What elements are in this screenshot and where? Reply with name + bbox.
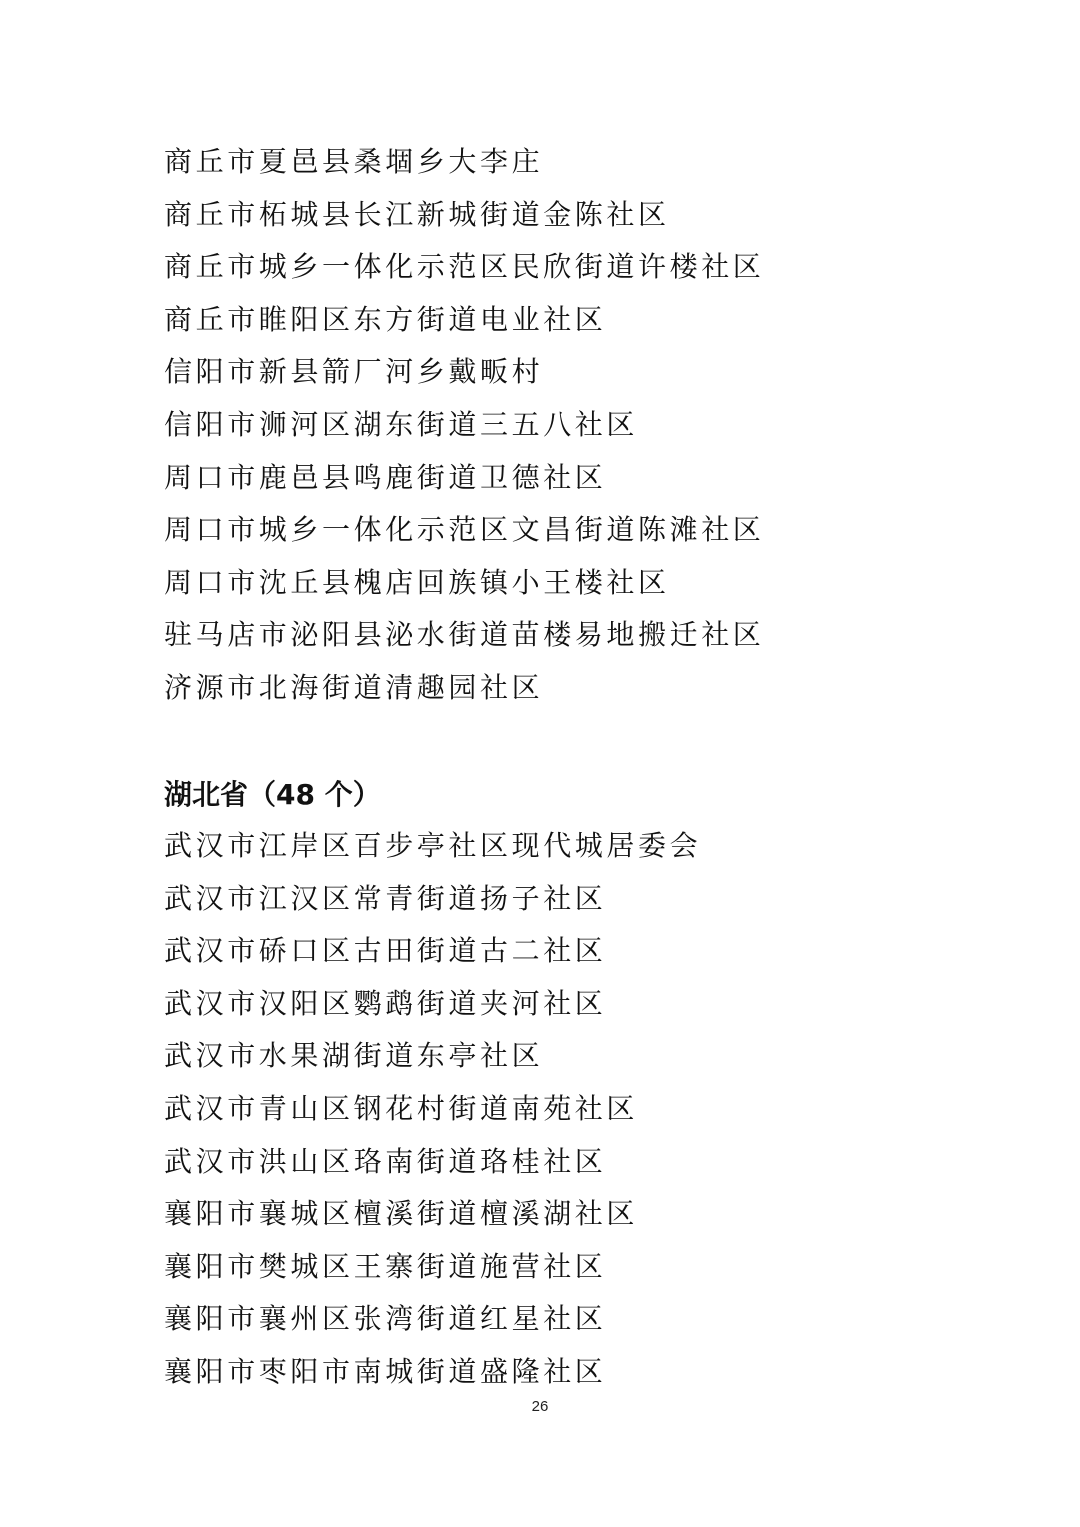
list-item: 驻马店市泌阳县泌水街道苗楼易地搬迁社区 [164, 618, 765, 652]
list-item: 襄阳市樊城区王寨街道施营社区 [164, 1249, 607, 1283]
list-item: 襄阳市襄州区张湾街道红星社区 [164, 1302, 607, 1336]
list-item: 商丘市城乡一体化示范区民欣街道许楼社区 [164, 250, 765, 284]
list-item: 武汉市硚口区古田街道古二社区 [164, 934, 607, 968]
hubei-entry-list [164, 820, 701, 1399]
list-item: 襄阳市襄城区檀溪街道檀溪湖社区 [164, 1197, 639, 1231]
list-item: 周口市沈丘县槐店回族镇小王楼社区 [164, 565, 670, 599]
list-item: 信阳市浉河区湖东街道三五八社区 [164, 407, 639, 441]
list-item: 武汉市青山区钢花村街道南苑社区 [164, 1091, 639, 1125]
list-item: 商丘市睢阳区东方街道电业社区 [164, 302, 607, 336]
list-item: 襄阳市枣阳市南城街道盛隆社区 [164, 1354, 607, 1388]
page-number: 26 [531, 1398, 549, 1415]
list-item: 武汉市江汉区常青街道扬子社区 [164, 881, 607, 915]
list-item: 商丘市夏邑县桑堌乡大李庄 [164, 145, 544, 178]
list-item: 商丘市柘城县长江新城街道金陈社区 [164, 197, 670, 231]
list-item: 武汉市洪山区珞南街道珞桂社区 [164, 1144, 607, 1178]
henan-entry-list [164, 136, 764, 715]
list-item: 周口市城乡一体化示范区文昌街道陈滩社区 [164, 513, 765, 547]
list-item: 武汉市汉阳区鹦鹉街道夹河社区 [164, 986, 607, 1020]
list-item: 武汉市江岸区百步亭社区现代城居委会 [164, 829, 702, 862]
section-heading-hubei: 湖北省（48 个） [164, 778, 381, 811]
list-item: 武汉市水果湖街道东亭社区 [164, 1039, 544, 1073]
list-item: 信阳市新县箭厂河乡戴畈村 [164, 355, 544, 389]
list-item: 济源市北海街道清趣园社区 [164, 670, 544, 704]
list-item: 周口市鹿邑县鸣鹿街道卫德社区 [164, 460, 607, 494]
